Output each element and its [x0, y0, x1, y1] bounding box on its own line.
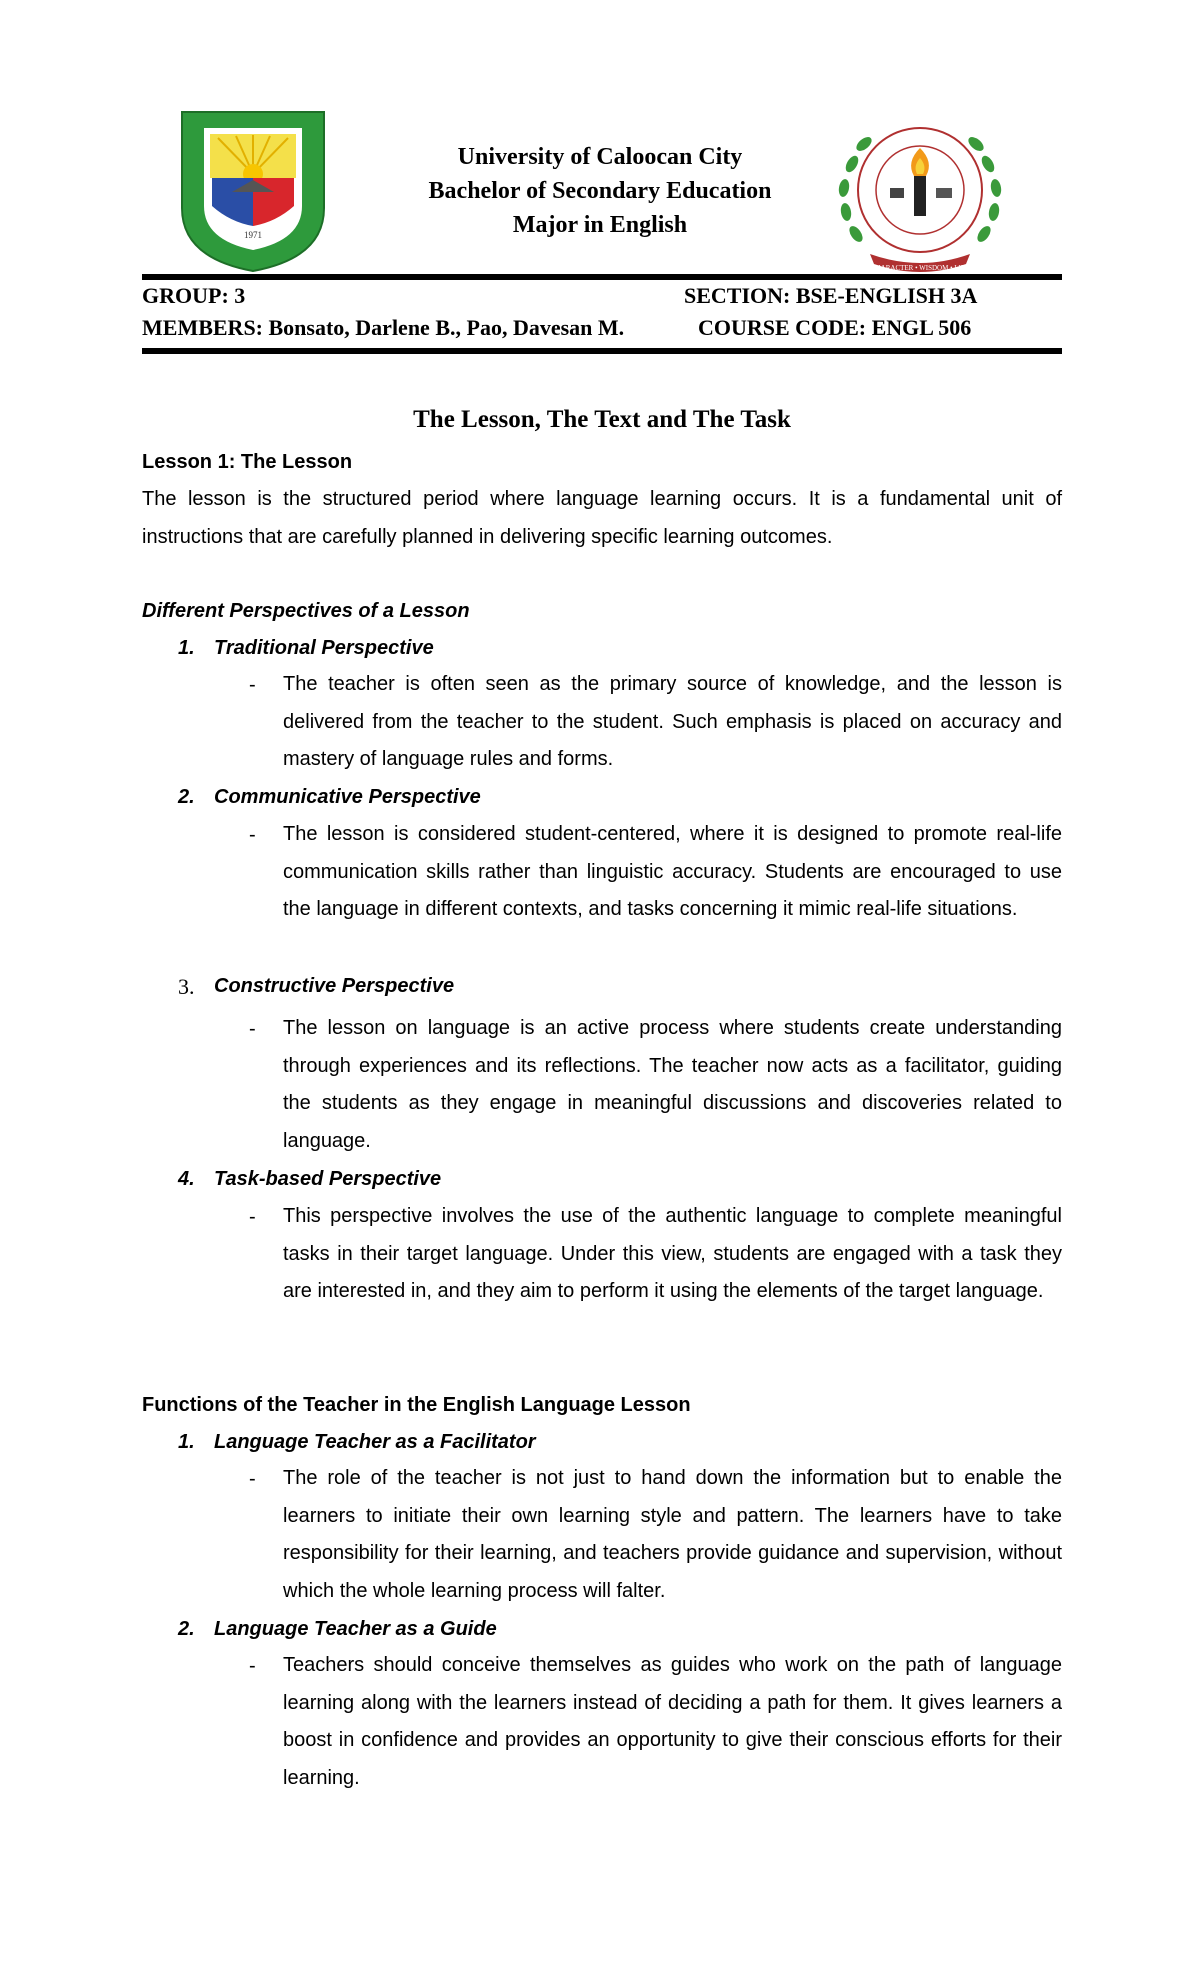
university-seal-logo: [178, 108, 328, 274]
section-label: SECTION: BSE-ENGLISH 3A: [684, 283, 978, 308]
header-divider-bottom: [142, 348, 1062, 354]
perspective-title: Constructive Perspective: [214, 975, 455, 997]
perspective-text: This perspective involves the use of the authentic language to complete meaningful tasks in their target language. Under this view, students are engaged with a task they are interested in, and they aim to perform it using the elements of the target language.: [283, 1205, 1062, 1302]
function-text: Teachers should conceive themselves as guides who work on the path of language learning along with the learners instead of deciding a path for them. It gives learners a boost in confidence and provides an opportunity to give their conscious efforts for their learning.: [283, 1654, 1062, 1789]
list-dash: -: [249, 1018, 256, 1040]
list-dash: -: [249, 824, 256, 846]
function-title: Language Teacher as a Facilitator: [214, 1431, 536, 1453]
svg-text:CHARACTER • WISDOM • LIFE: CHARACTER • WISDOM • LIFE: [870, 264, 970, 272]
list-number: 2.: [178, 1618, 195, 1640]
perspective-text: The teacher is often seen as the primary source of knowledge, and the lesson is delivered from the teacher to the student. Such emphasis is placed on accuracy and mastery of language rules and forms.: [283, 673, 1062, 770]
major-name: Major in English: [512, 212, 688, 238]
list-number: 2.: [178, 786, 195, 808]
group-label: GROUP: 3: [142, 283, 246, 308]
perspective-text: The lesson is considered student-centered, where it is designed to promote real-life communication skills rather than linguistic accuracy. Students are encouraged to use the language in different contexts, and tasks concerning it mimic real-life situations.: [283, 823, 1062, 920]
perspective-text: The lesson on language is an active process where students create understanding through experiences and its reflections. The teacher now acts as a facilitator, guiding the students as they engage in meaningful discussions and discoveries related to language.: [283, 1017, 1062, 1152]
list-dash: -: [249, 1655, 256, 1677]
function-text: The role of the teacher is not just to hand down the information but to enable the learners to initiate their own learning style and pattern. The learners have to take responsibility for their learning, and teachers provide guidance and supervision, without which the whole learning process will falter.: [283, 1467, 1062, 1602]
header-divider-top: [142, 274, 1062, 280]
lesson-intro: The lesson is the structured period where language learning occurs. It is a fundamental unit of instructions that are carefully planned in delivering specific learning outcomes.: [142, 488, 1062, 548]
members-label: MEMBERS: Bonsato, Darlene B., Pao, Davesan M.: [142, 315, 625, 340]
lesson-heading: Lesson 1: The Lesson: [142, 451, 353, 473]
list-number: 1.: [178, 637, 195, 659]
perspective-title: Traditional Perspective: [214, 637, 434, 659]
functions-heading: Functions of the Teacher in the English Language Lesson: [142, 1394, 691, 1416]
list-number: 4.: [178, 1168, 195, 1190]
bse-seal-logo: [830, 104, 1010, 284]
document-title: The Lesson, The Text and The Task: [413, 406, 791, 433]
list-number: 1.: [178, 1431, 195, 1453]
list-number: 3.: [178, 974, 195, 999]
list-dash: -: [249, 674, 256, 696]
svg-text:1971: 1971: [244, 230, 262, 240]
function-title: Language Teacher as a Guide: [214, 1618, 497, 1640]
list-dash: -: [249, 1468, 256, 1490]
university-name: University of Caloocan City: [457, 144, 743, 170]
perspective-title: Communicative Perspective: [214, 786, 481, 808]
program-name: Bachelor of Secondary Education: [428, 178, 772, 204]
course-code-label: COURSE CODE: ENGL 506: [698, 315, 972, 340]
perspectives-heading: Different Perspectives of a Lesson: [142, 600, 470, 622]
list-dash: -: [249, 1206, 256, 1228]
perspective-title: Task-based Perspective: [214, 1168, 442, 1190]
